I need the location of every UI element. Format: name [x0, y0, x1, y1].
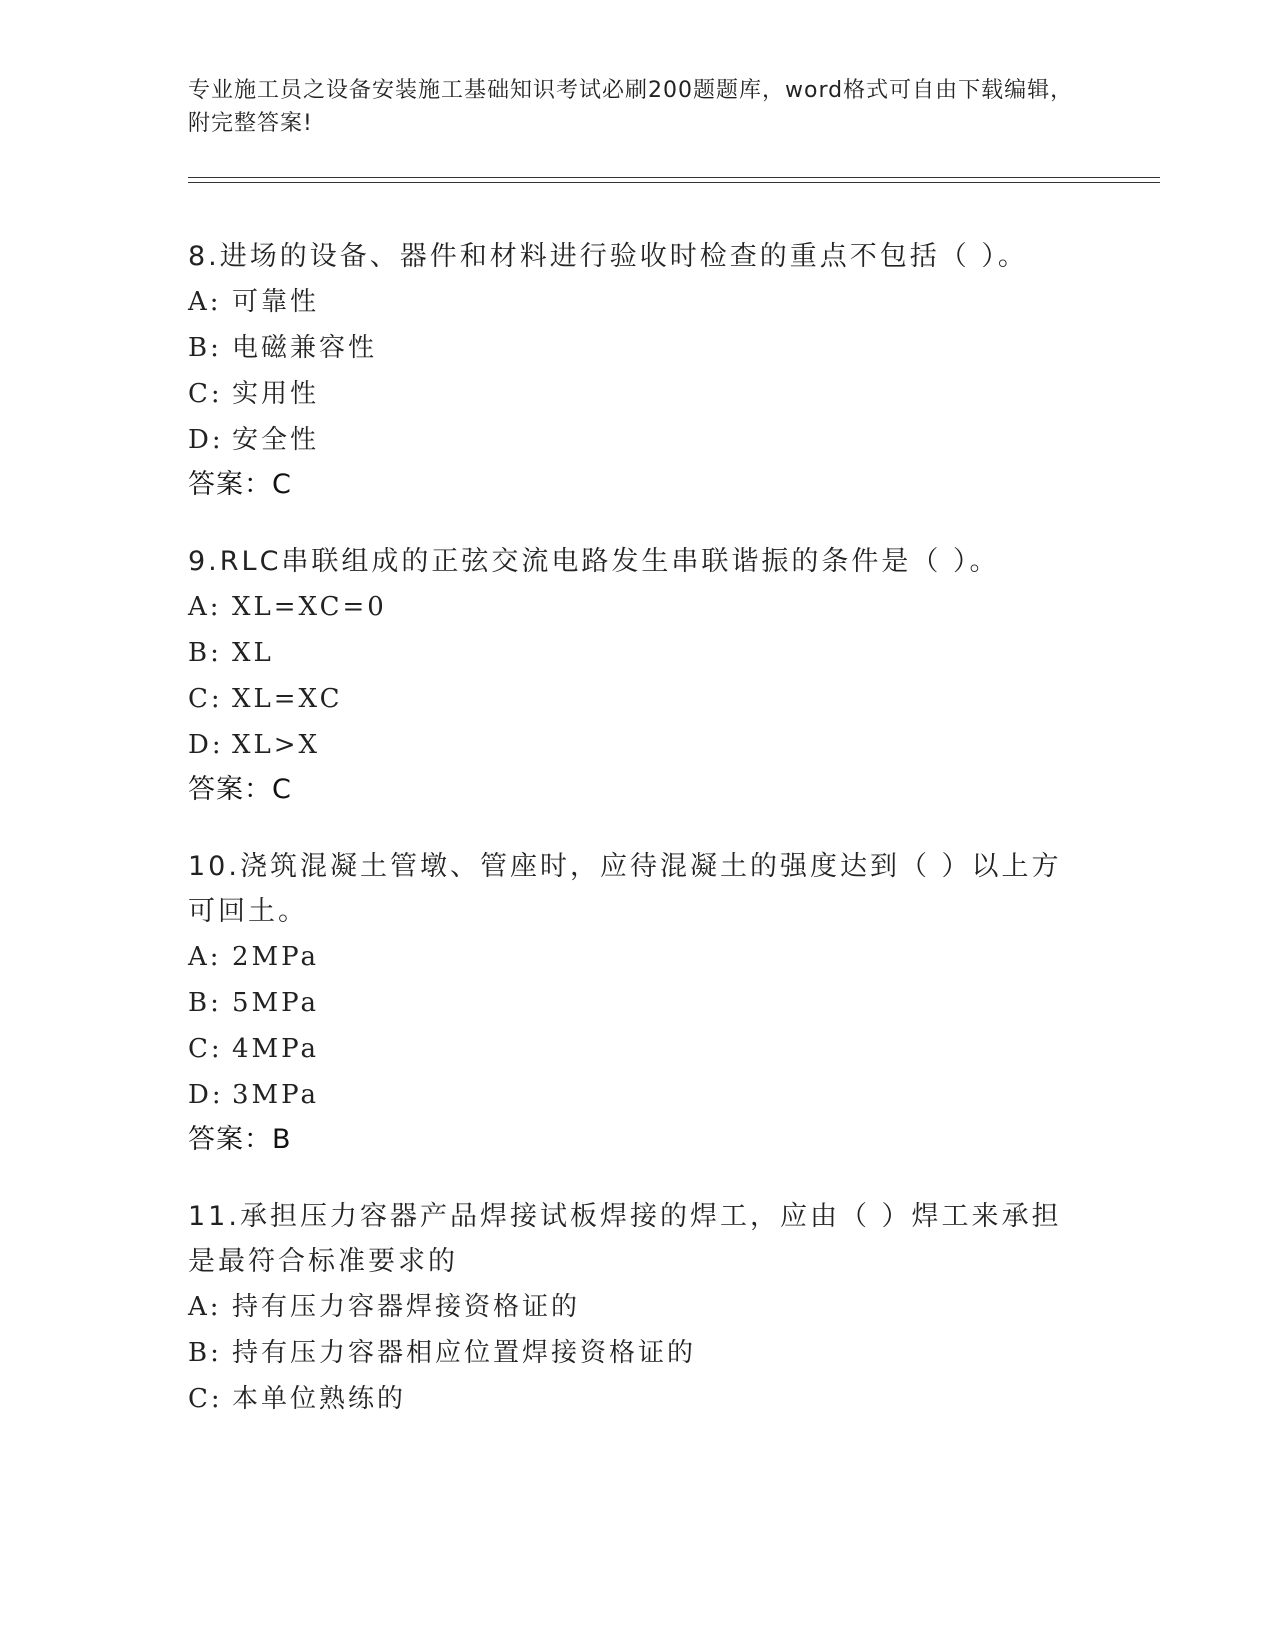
option-text: XL [232, 638, 274, 668]
option-c [188, 676, 1088, 722]
option-a [188, 1284, 1088, 1330]
option-key: B: [188, 1338, 222, 1368]
option-key: D: [188, 730, 224, 760]
option-text: 实用性 [232, 379, 320, 409]
header-divider-top [188, 177, 1160, 178]
option-key: D: [188, 425, 224, 455]
option-a [188, 279, 1088, 325]
question-list [188, 234, 1088, 1454]
answer-line: 答案：B [188, 1124, 292, 1155]
option-text: 电磁兼容性 [232, 333, 378, 363]
header-divider-bottom [188, 182, 1160, 183]
option-key: A: [188, 942, 222, 972]
option-d [188, 1072, 1088, 1118]
question-8 [188, 234, 1088, 507]
option-b [188, 325, 1088, 371]
option-text: 2MPa [232, 942, 319, 972]
option-b [188, 980, 1088, 1026]
option-b [188, 630, 1088, 676]
option-a [188, 584, 1088, 630]
question-stem: 11.承担压力容器产品焊接试板焊接的焊工，应由（ ）焊工来承担是最符合标准要求的 [188, 1201, 1062, 1277]
question-stem: 10.浇筑混凝土管墩、管座时，应待混凝土的强度达到（ ）以上方可回土。 [188, 851, 1062, 927]
answer-line: 答案：C [188, 774, 292, 805]
option-key: C: [188, 1384, 223, 1414]
option-text: XL>X [232, 730, 321, 760]
option-key: C: [188, 1034, 223, 1064]
option-text: 本单位熟练的 [232, 1384, 407, 1414]
option-text: XL=XC=0 [232, 592, 387, 622]
option-text: 4MPa [232, 1034, 319, 1064]
option-key: A: [188, 1292, 222, 1322]
option-text: 持有压力容器焊接资格证的 [232, 1292, 581, 1322]
option-key: C: [188, 684, 223, 714]
option-text: 5MPa [232, 988, 319, 1018]
question-11 [188, 1194, 1088, 1422]
question-9 [188, 539, 1088, 812]
option-text: 3MPa [232, 1080, 319, 1110]
question-stem: 8.进场的设备、器件和材料进行验收时检查的重点不包括（ ）。 [188, 241, 1028, 272]
option-key: A: [188, 287, 222, 317]
option-key: A: [188, 592, 222, 622]
option-d [188, 417, 1088, 463]
option-c [188, 1376, 1088, 1422]
option-b [188, 1330, 1088, 1376]
option-key: C: [188, 379, 223, 409]
option-c [188, 1026, 1088, 1072]
option-key: B: [188, 988, 222, 1018]
document-header: 专业施工员之设备安装施工基础知识考试必刷200题题库，word格式可自由下载编辑，附完整答案! [188, 78, 1074, 136]
option-key: B: [188, 333, 222, 363]
option-key: D: [188, 1080, 224, 1110]
option-text: XL=XC [232, 684, 343, 714]
option-text: 安全性 [232, 425, 320, 455]
option-c [188, 371, 1088, 417]
option-a [188, 934, 1088, 980]
option-text: 可靠性 [232, 287, 320, 317]
question-stem: 9.RLC串联组成的正弦交流电路发生串联谐振的条件是（ ）。 [188, 546, 1000, 577]
option-d [188, 722, 1088, 768]
option-key: B: [188, 638, 222, 668]
question-10 [188, 844, 1088, 1162]
answer-line: 答案：C [188, 469, 292, 500]
option-text: 持有压力容器相应位置焊接资格证的 [232, 1338, 697, 1368]
